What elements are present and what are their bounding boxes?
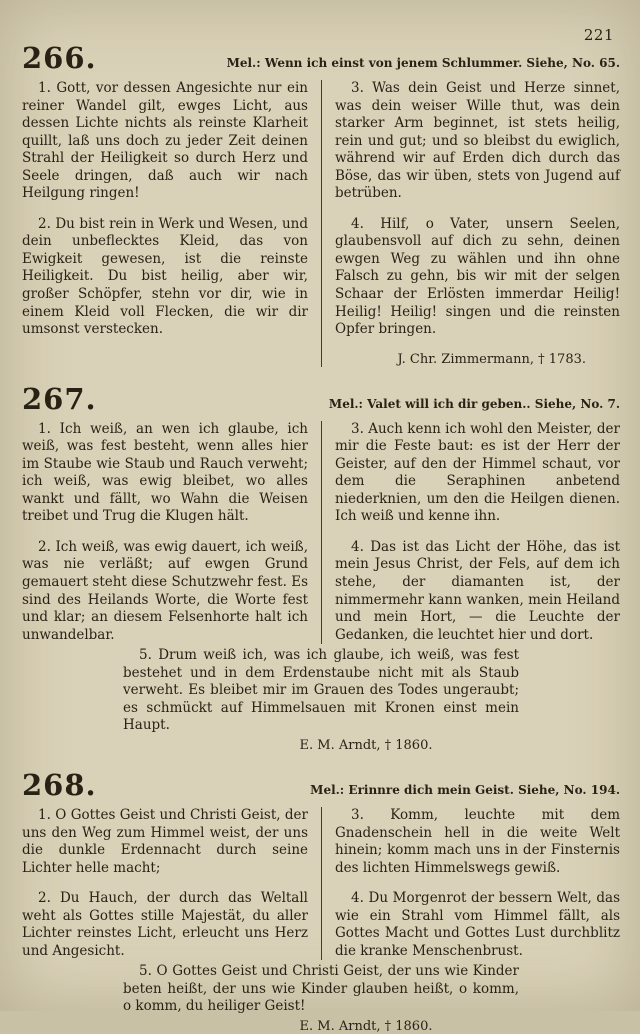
author-attribution: E. M. Arndt, † 1860.	[299, 1018, 433, 1034]
hymn-267-header	[22, 381, 620, 416]
right-column	[321, 421, 620, 645]
verse-4: 4. Das ist das Licht der Höhe, das ist mein Jesus Christ, der Fels, auf dem ich stehe, der diamanten ist, der nimmermehr kann wanken, mein Heiland und mein Hort, — die Leuchte der Gedanken, die leuchtet hier und dort.	[335, 538, 620, 643]
center-verse-block	[123, 647, 519, 753]
verse-columns	[22, 80, 620, 367]
hymn-268	[22, 767, 620, 1034]
melody-reference: Mel.: Erinnre dich mein Geist. Siehe, No. 194.	[310, 782, 620, 797]
hymn-266	[22, 41, 620, 367]
melody-reference: Mel.: Wenn ich einst von jenem Schlummer. Siehe, No. 65.	[226, 56, 620, 70]
verse-5: 5. O Gottes Geist und Christi Geist, der uns wie Kinder beten heißt, der uns wie Kinder glauben heißt, o komm, o komm, du heiliger Geist!	[123, 963, 519, 1015]
verse-4: 4. Hilf, o Vater, unsern Seelen, glaubensvoll auf dich zu sehn, deinen ewgen Weg zu wählen und ihn ohne Falsch zu gehn, bis wir mit der selgen Schaar der Erlösten immerdar Heilig! Heilig! Heilig! singen und die reinsten Opfer bringen.	[335, 215, 620, 338]
author-attribution: E. M. Arndt, † 1860.	[299, 737, 433, 753]
verse-5: 5. Drum weiß ich, was ich glaube, ich weiß, was fest bestehet und in dem Erdenstaube nicht mit als Staub verweht. Es bleibet mir im Grauen des Todes ungeraubt; es schmückt auf Himmelsauen mit Kronen einst mein Haupt.	[123, 647, 519, 734]
verse-3: 3. Auch kenn ich wohl den Meister, der mir die Feste baut: es ist der Herr der Geister, auf den der Himmel schaut, vor dem die Seraphinen anbetend niederknien, um den die Heilgen dienen. Ich weiß und kenne ihn.	[335, 420, 620, 525]
hymn-268-header	[22, 767, 620, 802]
author-attribution: J. Chr. Zimmermann, † 1783.	[397, 351, 586, 367]
verse-columns	[22, 421, 620, 645]
page-number: 221	[583, 26, 614, 44]
hymn-number: 266.	[22, 41, 97, 75]
melody-reference: Mel.: Valet will ich dir geben.. Siehe, No. 7.	[328, 396, 620, 411]
verse-1: 1. O Gottes Geist und Christi Geist, der uns den Weg zum Himmel weist, der uns die dunkle Erdennacht durch seine Lichter helle macht;	[22, 806, 308, 876]
verse-2: 2. Du bist rein in Werk und Wesen, und dein unbeflecktes Kleid, das von Ewigkeit gewesen, ist die reinste Heiligkeit. Du bist heilig, aber wir, großer Schöpfer, stehn vor dir, wie in einem Kleid voll Flecken, die wir dir umsonst verstecken.	[22, 215, 308, 338]
verse-1: 1. Ich weiß, an wen ich glaube, ich weiß, was fest besteht, wenn alles hier im Staube wie Staub und Rauch verweht; ich weiß, was ewig bleibet, wo alles wankt und fällt, wo Wahn die Weisen treibet und Trug die Klugen hält.	[22, 420, 308, 525]
verse-1: 1. Gott, vor dessen Angesichte nur ein reiner Wandel gilt, ewges Licht, aus dessen Lichte nichts als reinste Klarheit quillt, laß uns doch zu jeder Zeit deinen Strahl der Heiligkeit so durch Herz und Seele dringen, daß auch wir nach Heilgung ringen!	[22, 80, 308, 202]
verse-3: 3. Was dein Geist und Herze sinnet, was dein weiser Wille thut, was dein starker Arm beginnet, ist stets heilig, rein und gut; und so bleibst du ewiglich, während wir auf Erden dich durch das Böse, das wir üben, stets von Jugend auf betrüben.	[335, 80, 620, 202]
verse-2: 2. Ich weiß, was ewig dauert, ich weiß, was nie verläßt; auf ewgen Grund gemauert steht diese Schutzwehr fest. Es sind des Heilands Worte, die Worte fest und klar; an diesem Felsenhorte halt ich unwandelbar.	[22, 538, 308, 643]
verse-4: 4. Du Morgenrot der bessern Welt, das wie ein Strahl vom Himmel fällt, als Gottes Macht und Gottes Lust durchblitz die kranke Menschenbrust.	[335, 890, 620, 959]
verse-2: 2. Du Hauch, der durch das Weltall weht als Gottes stille Majestät, du aller Lichter reinstes Licht, erleucht uns Herz und Angesicht.	[22, 890, 308, 959]
verse-columns	[22, 807, 620, 960]
left-column	[22, 421, 321, 645]
verse-3: 3. Komm, leuchte mit dem Gnadenschein hell in die weite Welt hinein; komm mach uns in der Finsternis des lichten Himmelswegs gewiß.	[335, 806, 620, 876]
hymn-number: 268.	[22, 767, 97, 802]
hymn-266-header	[22, 41, 620, 75]
right-column	[321, 80, 620, 367]
right-column	[321, 807, 620, 960]
left-column	[22, 80, 321, 367]
hymn-number: 267.	[22, 381, 97, 416]
hymn-267	[22, 381, 620, 753]
left-column	[22, 807, 321, 960]
center-verse-block	[123, 963, 519, 1034]
